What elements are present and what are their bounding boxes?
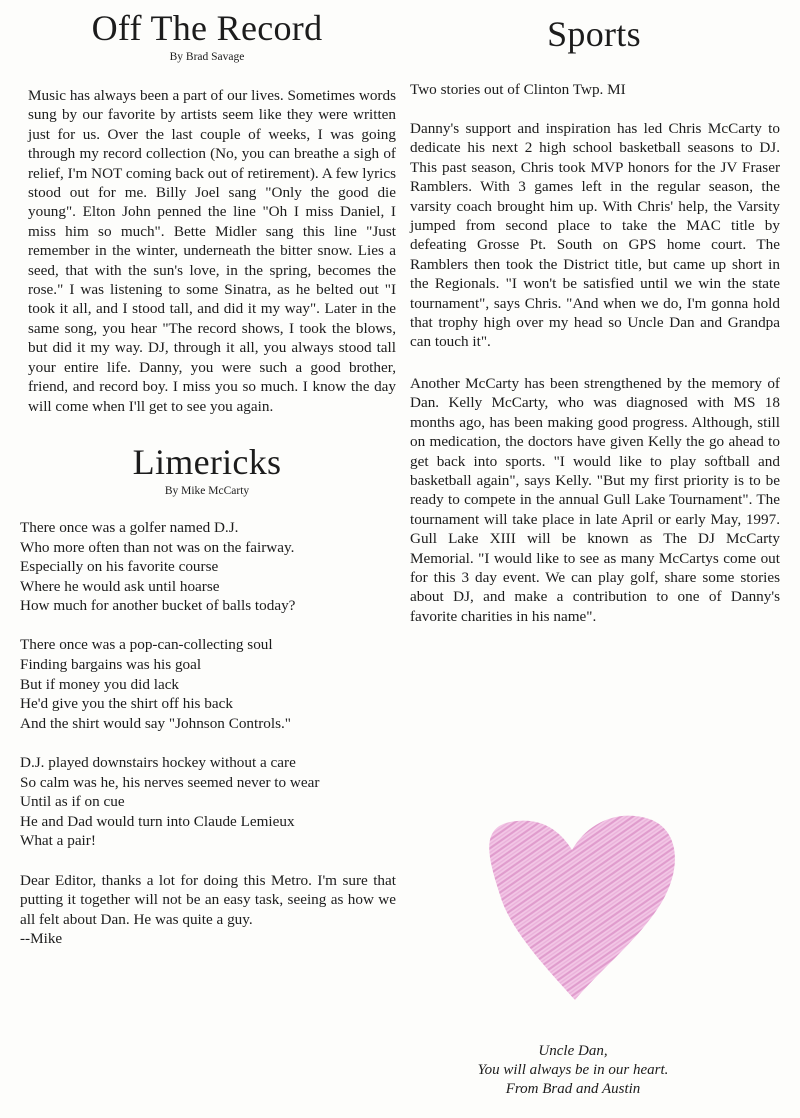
tribute-caption bbox=[408, 1042, 738, 1100]
heart-image bbox=[470, 800, 685, 1005]
editor-note-text: Dear Editor, thanks a lot for doing this Metro. I'm sure that putting it together will not be an easy task, seeing as how we all felt about Dan. He was quite a guy. bbox=[20, 872, 396, 928]
poem-line: Finding bargains was his goal bbox=[20, 656, 202, 674]
limericks-title: Limericks bbox=[132, 441, 282, 482]
poem-line: Especially on his favorite course bbox=[20, 558, 219, 576]
limericks-list bbox=[18, 518, 396, 851]
article-body: Music has always been a part of our lives. Sometimes words sung by our favorite by artists seem like they were written just for us. Over the last couple of weeks, I was going through my record collection (No, you can breathe a sigh of relief, I'm NOT coming back out of retirement). A few lyrics stood out for me. Billy Joel sang "Only the good die young". Elton John penned the line "Oh I miss Daniel, I miss him so much". Bette Midler sang this line "Just remember in the winter, underneath the bitter snow. Lies a seed, that with the sun's love, in the spring, becomes the rose." I was listening to some Sinatra, as he belted out "I took it all, and I stood tall, and did it my way". Later in the same song, you hear "The record shows, I took the blows, but did it my way. DJ, through it all, you always stood tall your entire life. Danny, you were such a good brother, friend, and record boy. I miss you so much. I know the day will come when I'll get to see you again. bbox=[28, 87, 396, 415]
limerick bbox=[20, 635, 396, 733]
limerick bbox=[20, 753, 396, 851]
poem-line: Where he would ask until hoarse bbox=[20, 577, 220, 595]
poem-line: There once was a golfer named D.J. bbox=[20, 518, 239, 536]
poem-line: How much for another bucket of balls today? bbox=[20, 597, 296, 615]
article-byline: By Brad Savage bbox=[169, 51, 245, 63]
left-column bbox=[18, 8, 396, 949]
caption-line: From Brad and Austin bbox=[505, 1081, 641, 1098]
right-column bbox=[408, 14, 780, 626]
poem-line: What a pair! bbox=[20, 832, 96, 850]
poem-line: He and Dad would turn into Claude Lemieux bbox=[20, 812, 295, 830]
heart-shape bbox=[489, 816, 675, 1000]
sports-paragraph: Another McCarty has been strengthened by the memory of Dan. Kelly McCarty, who was diagnosed with MS 18 months ago, has been making good progress. Although, still on medication, the doctors have given Kelly the go ahead to get back into sports. "I would like to play softball and basketball again", says Kelly. "But my first priority is to be ready to compete in the annual Gull Lake Tournament". The tournament will take place in late April or early May, 1997. Gull Lake XIII will be known as The DJ McCarty Memorial. "I would like to see as many McCartys come out for this 3 day event. We can play golf, share some stories about DJ, and make a contribution to one of Danny's favorite charities in his name". bbox=[410, 374, 780, 625]
poem-line: Until as if on cue bbox=[20, 793, 125, 811]
poem-line: There once was a pop-can-collecting soul bbox=[20, 636, 273, 654]
limerick bbox=[20, 518, 396, 616]
poem-line: Who more often than not was on the fairway. bbox=[20, 538, 295, 556]
heart-icon bbox=[470, 800, 685, 1005]
signature: --Mike bbox=[20, 930, 63, 948]
poem-line: He'd give you the shirt off his back bbox=[20, 695, 233, 713]
article-title: Off The Record bbox=[91, 8, 323, 48]
poem-line: D.J. played downstairs hockey without a care bbox=[20, 754, 296, 772]
editor-note bbox=[18, 871, 396, 949]
poem-line: And the shirt would say "Johnson Controls." bbox=[20, 714, 292, 732]
poem-line: But if money you did lack bbox=[20, 675, 180, 693]
sports-dateline: Two stories out of Clinton Twp. MI bbox=[410, 81, 626, 98]
sports-paragraph: Danny's support and inspiration has led Chris McCarty to dedicate his next 2 high school basketball seasons to DJ. This past season, Chris took MVP honors for the JV Fraser Ramblers. With 3 games left in the regular season, the varsity coach brought him up. With Chris' help, the Varsity jumped from second place to take the MAC title by defeating Grosse Pt. South on GPS home court. The Ramblers then took the District title, but came up short in the Regionals. "I won't be satisfied until we win the state tournament", says Chris. "And when we do, I'm gonna hold that trophy high over my head so Uncle Dan and Grandpa can touch it". bbox=[410, 120, 780, 351]
caption-line: Uncle Dan, bbox=[538, 1043, 608, 1059]
caption-line: You will always be in our heart. bbox=[477, 1062, 669, 1079]
poem-line: So calm was he, his nerves seemed never to wear bbox=[20, 773, 320, 791]
limericks-byline: By Mike McCarty bbox=[164, 484, 250, 497]
sports-title: Sports bbox=[547, 14, 641, 54]
